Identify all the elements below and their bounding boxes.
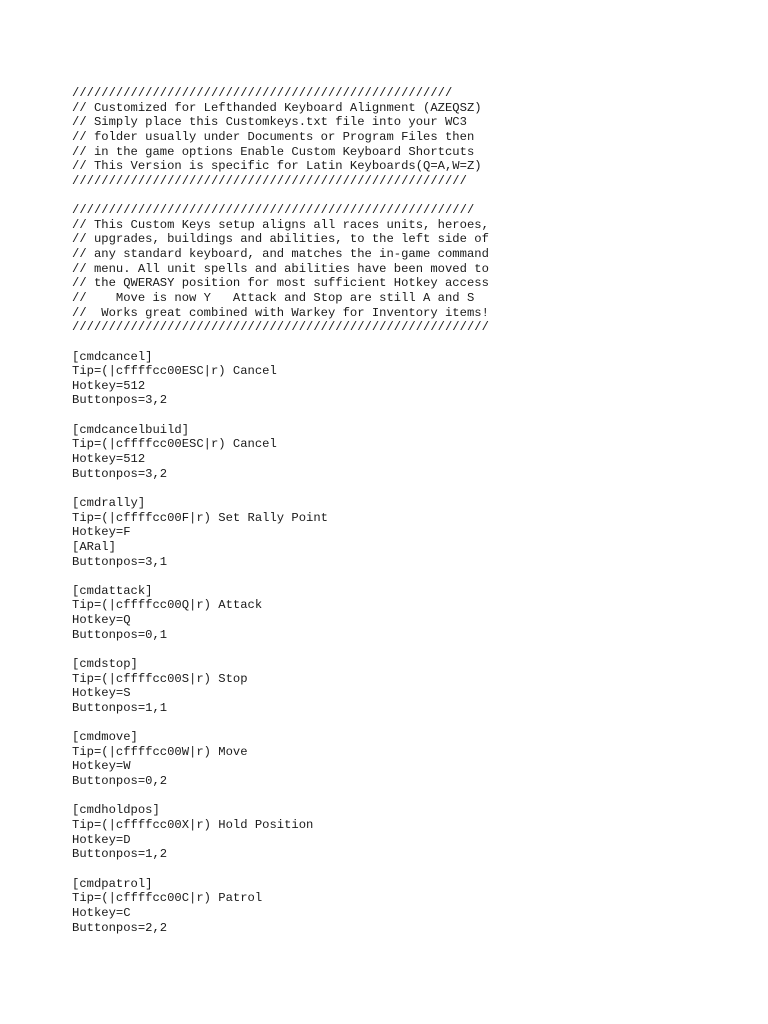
buttonpos-line: Buttonpos=3,2 — [72, 466, 168, 481]
cmd-block-rally — [72, 496, 752, 569]
hotkey-line: Hotkey=Q — [72, 613, 131, 628]
section-header: [cmdcancel] — [72, 349, 153, 364]
section-header: [cmdstop] — [72, 656, 138, 671]
buttonpos-line: Buttonpos=2,2 — [72, 920, 168, 935]
cmd-block-holdpos — [72, 803, 752, 862]
section-header: [cmdattack] — [72, 583, 153, 598]
section-header: [cmdcancelbuild] — [72, 422, 190, 437]
description-comment-block — [72, 203, 752, 335]
comment-line: // Works great combined with Warkey for Inventory items! — [72, 305, 489, 320]
tip-line: Tip=(|cffffcc00ESC|r) Cancel — [72, 437, 277, 452]
comment-divider: //////////////////////////////////////////////////// — [72, 86, 453, 100]
comment-line: // any standard keyboard, and matches the in-game command — [72, 247, 489, 262]
cmd-block-patrol — [72, 877, 752, 936]
section-header: [cmdmove] — [72, 730, 138, 745]
section-header: [cmdrally] — [72, 495, 146, 510]
tip-line: Tip=(|cffffcc00ESC|r) Cancel — [72, 364, 277, 379]
comment-line: // in the game options Enable Custom Keyboard Shortcuts — [72, 144, 475, 159]
header-comment-block — [72, 86, 752, 188]
buttonpos-line: Buttonpos=0,2 — [72, 774, 168, 789]
hotkey-line: Hotkey=512 — [72, 378, 146, 393]
comment-line: // This Custom Keys setup aligns all races units, heroes, — [72, 217, 489, 232]
cmd-block-stop — [72, 657, 752, 716]
comment-line: // Customized for Lefthanded Keyboard Alignment (AZEQSZ) — [72, 100, 482, 115]
comment-line: // folder usually under Documents or Program Files then — [72, 129, 475, 144]
section-header: [cmdholdpos] — [72, 803, 160, 818]
tip-line: Tip=(|cffffcc00S|r) Stop — [72, 671, 248, 686]
comment-line: // Simply place this Customkeys.txt file into your WC3 — [72, 115, 467, 130]
hotkey-line: Hotkey=C — [72, 905, 131, 920]
buttonpos-line: Buttonpos=3,1 — [72, 554, 168, 569]
buttonpos-line: Buttonpos=1,2 — [72, 847, 168, 862]
tip-line: Tip=(|cffffcc00C|r) Patrol — [72, 891, 263, 906]
buttonpos-line: Buttonpos=1,1 — [72, 700, 168, 715]
comment-line: // the QWERASY position for most sufficient Hotkey access — [72, 276, 489, 291]
tip-line: Tip=(|cffffcc00F|r) Set Rally Point — [72, 510, 328, 525]
hotkey-line: Hotkey=F — [72, 525, 131, 540]
customkeys-document — [72, 86, 752, 950]
comment-line: // upgrades, buildings and abilities, to the left side of — [72, 232, 489, 247]
comment-line: // This Version is specific for Latin Keyboards(Q=A,W=Z) — [72, 159, 482, 174]
hotkey-line: Hotkey=512 — [72, 452, 146, 467]
hotkey-line: Hotkey=W — [72, 759, 131, 774]
comment-divider: ///////////////////////////////////////////////////////// — [72, 320, 489, 335]
comment-divider: ////////////////////////////////////////////////////// — [72, 173, 467, 188]
buttonpos-line: Buttonpos=3,2 — [72, 393, 168, 408]
tip-line: Tip=(|cffffcc00Q|r) Attack — [72, 598, 263, 613]
hotkey-line: Hotkey=S — [72, 686, 131, 701]
cmd-block-cancel — [72, 350, 752, 409]
comment-divider: /////////////////////////////////////////////////////// — [72, 203, 475, 218]
tip-line: Tip=(|cffffcc00W|r) Move — [72, 744, 248, 759]
cmd-block-attack — [72, 584, 752, 643]
buttonpos-line: Buttonpos=0,1 — [72, 627, 168, 642]
comment-line: // Move is now Y Attack and Stop are still A and S — [72, 290, 475, 305]
hotkey-line: Hotkey=D — [72, 832, 131, 847]
comment-line: // menu. All unit spells and abilities have been moved to — [72, 261, 489, 276]
cmd-block-move — [72, 730, 752, 789]
ability-id-line: [ARal] — [72, 539, 116, 554]
cmd-block-cancelbuild — [72, 423, 752, 482]
tip-line: Tip=(|cffffcc00X|r) Hold Position — [72, 818, 314, 833]
section-header: [cmdpatrol] — [72, 876, 153, 891]
